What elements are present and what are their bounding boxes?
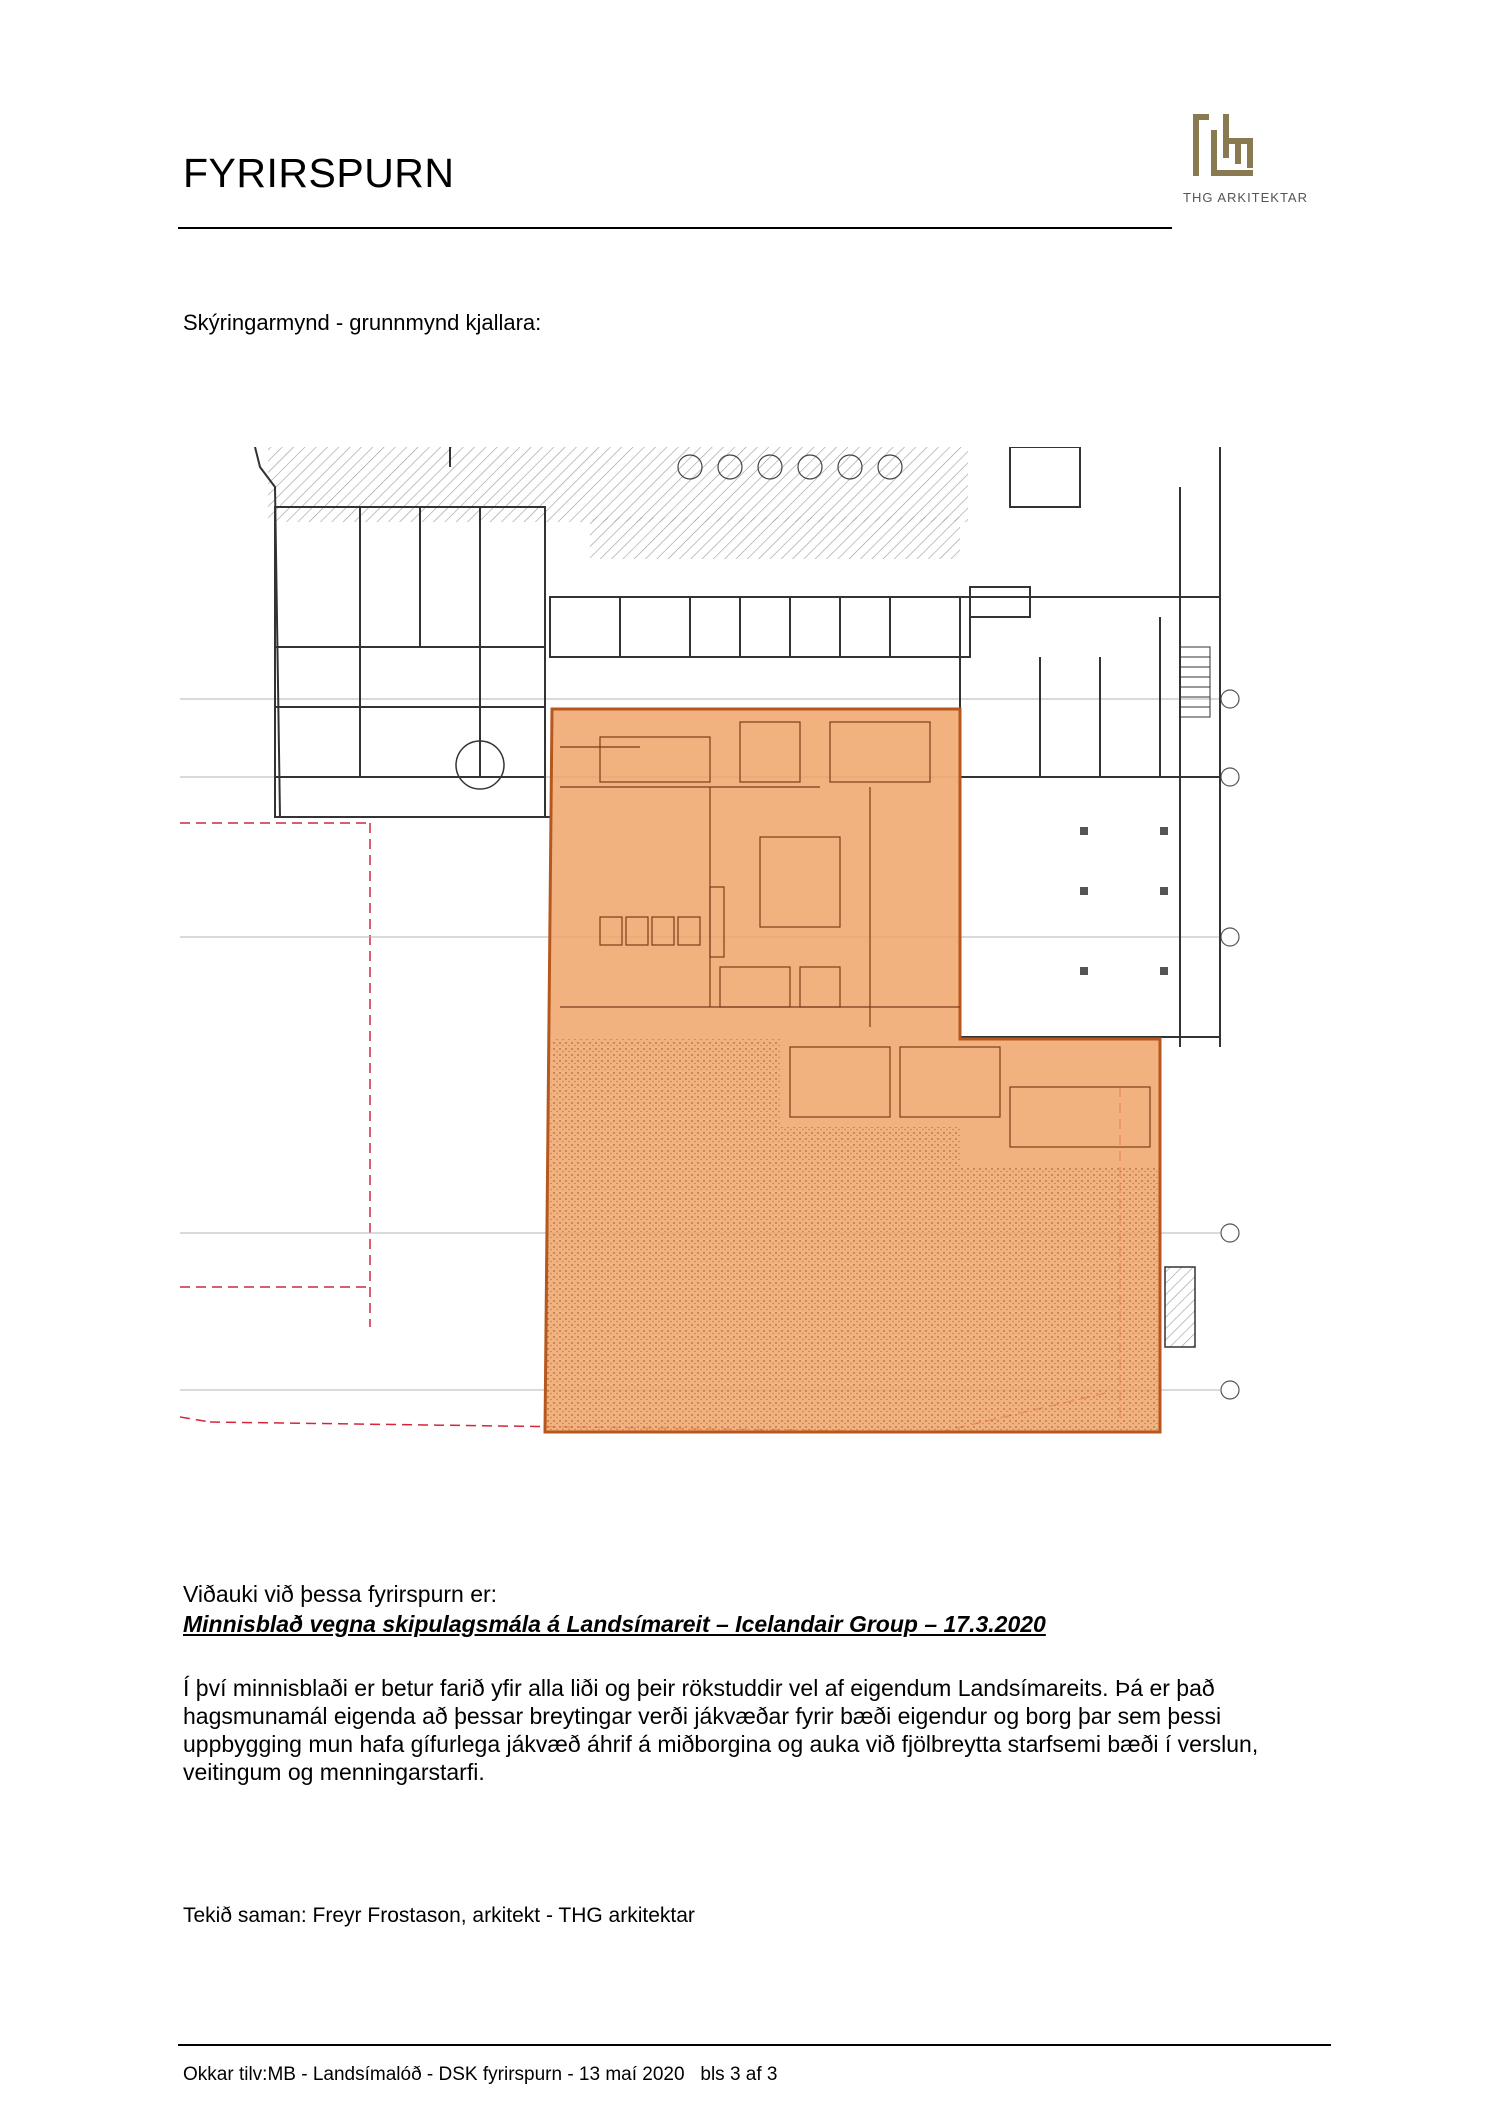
- hatched-structure-top: [268, 447, 968, 522]
- company-logo: [1183, 110, 1373, 210]
- document-title: FYRIRSPURN: [183, 150, 455, 196]
- hatched-structure-mid: [590, 517, 960, 559]
- body-paragraph: Í því minnisblaði er betur farið yfir alla liði og þeir rökstuddir vel af eigendum Landsímareits. Þá er það hagsmunamál eigenda að þessar breytingar verði jákvæðar fyrir bæði eigendur og borg þar sem þessi uppbygging mun hafa gífurlega jákvæð áhrif á miðborgina og auka við fjölbreytta starfsemi bæði í verslun, veitingum og menningarstarfi.: [183, 1675, 1259, 1785]
- footer-divider: [178, 2044, 1331, 2046]
- lightwell: [1165, 1267, 1195, 1347]
- thg-logo-icon: [1183, 110, 1373, 188]
- grid-axis-markers: [1221, 690, 1239, 1399]
- footer-text: Okkar tilv:MB - Landsímalóð - DSK fyrirspurn - 13 maí 2020 bls 3 af 3: [183, 2064, 778, 2085]
- right-wing-walls: [960, 447, 1220, 1047]
- compiled-by: Tekið saman: Freyr Frostason, arkitekt - THG arkitektar: [183, 1904, 695, 1927]
- appendix-intro: Viðauki við þessa fyrirspurn er:: [183, 1581, 498, 1607]
- basement-floor-plan: [180, 447, 1252, 1462]
- logo-company-name: THG ARKITEKTAR: [1183, 190, 1308, 205]
- stair-right: [1180, 647, 1210, 717]
- header-divider: [178, 227, 1172, 229]
- columns: [1080, 827, 1168, 975]
- figure-caption: Skýringarmynd - grunnmynd kjallara:: [183, 310, 542, 335]
- floor-plan-drawing: [180, 447, 1252, 1462]
- appendix-reference: Minnisblað vegna skipulagsmála á Landsímareit – Icelandair Group – 17.3.2020: [183, 1611, 1046, 1637]
